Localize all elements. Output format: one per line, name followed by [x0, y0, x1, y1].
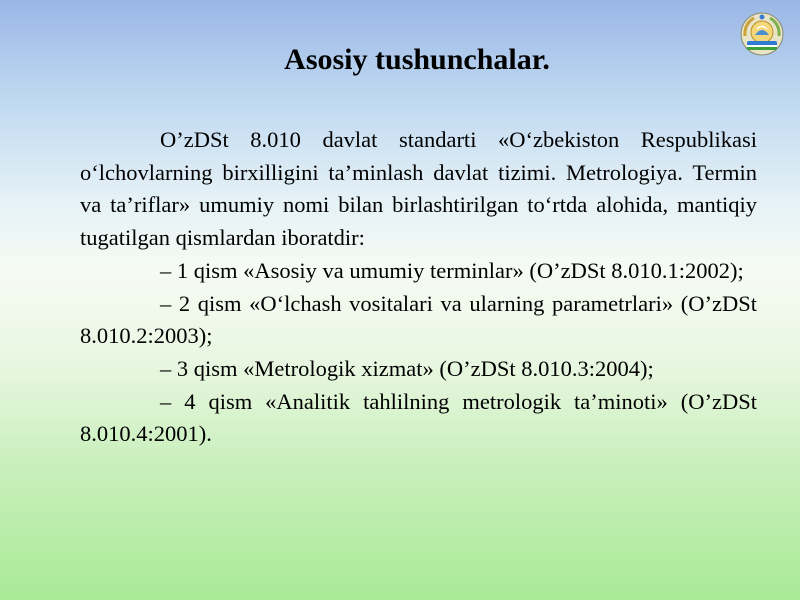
list-item-part-3: – 3 qism «Metrologik xizmat» (O’zDSt 8.010.3:2004);	[160, 355, 654, 381]
slide-title: Asosiy tushunchalar.	[284, 43, 550, 76]
list-item-part-4: – 4 qism «Analitik tahlilning metrologik ta’minoti» (O’zDSt 8.010.4:2001).	[80, 388, 757, 447]
intro-paragraph: O’zDSt 8.010 davlat standarti «O‘zbekiston Respublikasi o‘lchovlarning birxilligini ta’minlash davlat tizimi. Metrologiya. Termin va ta’riflar» umumiy nomi bilan birlashtirilgan to‘rtda alohida, mantiqiy tugatilgan qismlardan iboratdir:	[80, 127, 757, 251]
list-item-part-2: – 2 qism «O‘lchash vositalari va ularning parametrlari» (O’zDSt 8.010.2:2003);	[80, 290, 757, 349]
slide-body	[80, 124, 757, 451]
list-item-part-1: – 1 qism «Asosiy va umumiy terminlar» (O’zDSt 8.010.1:2002);	[160, 257, 744, 283]
